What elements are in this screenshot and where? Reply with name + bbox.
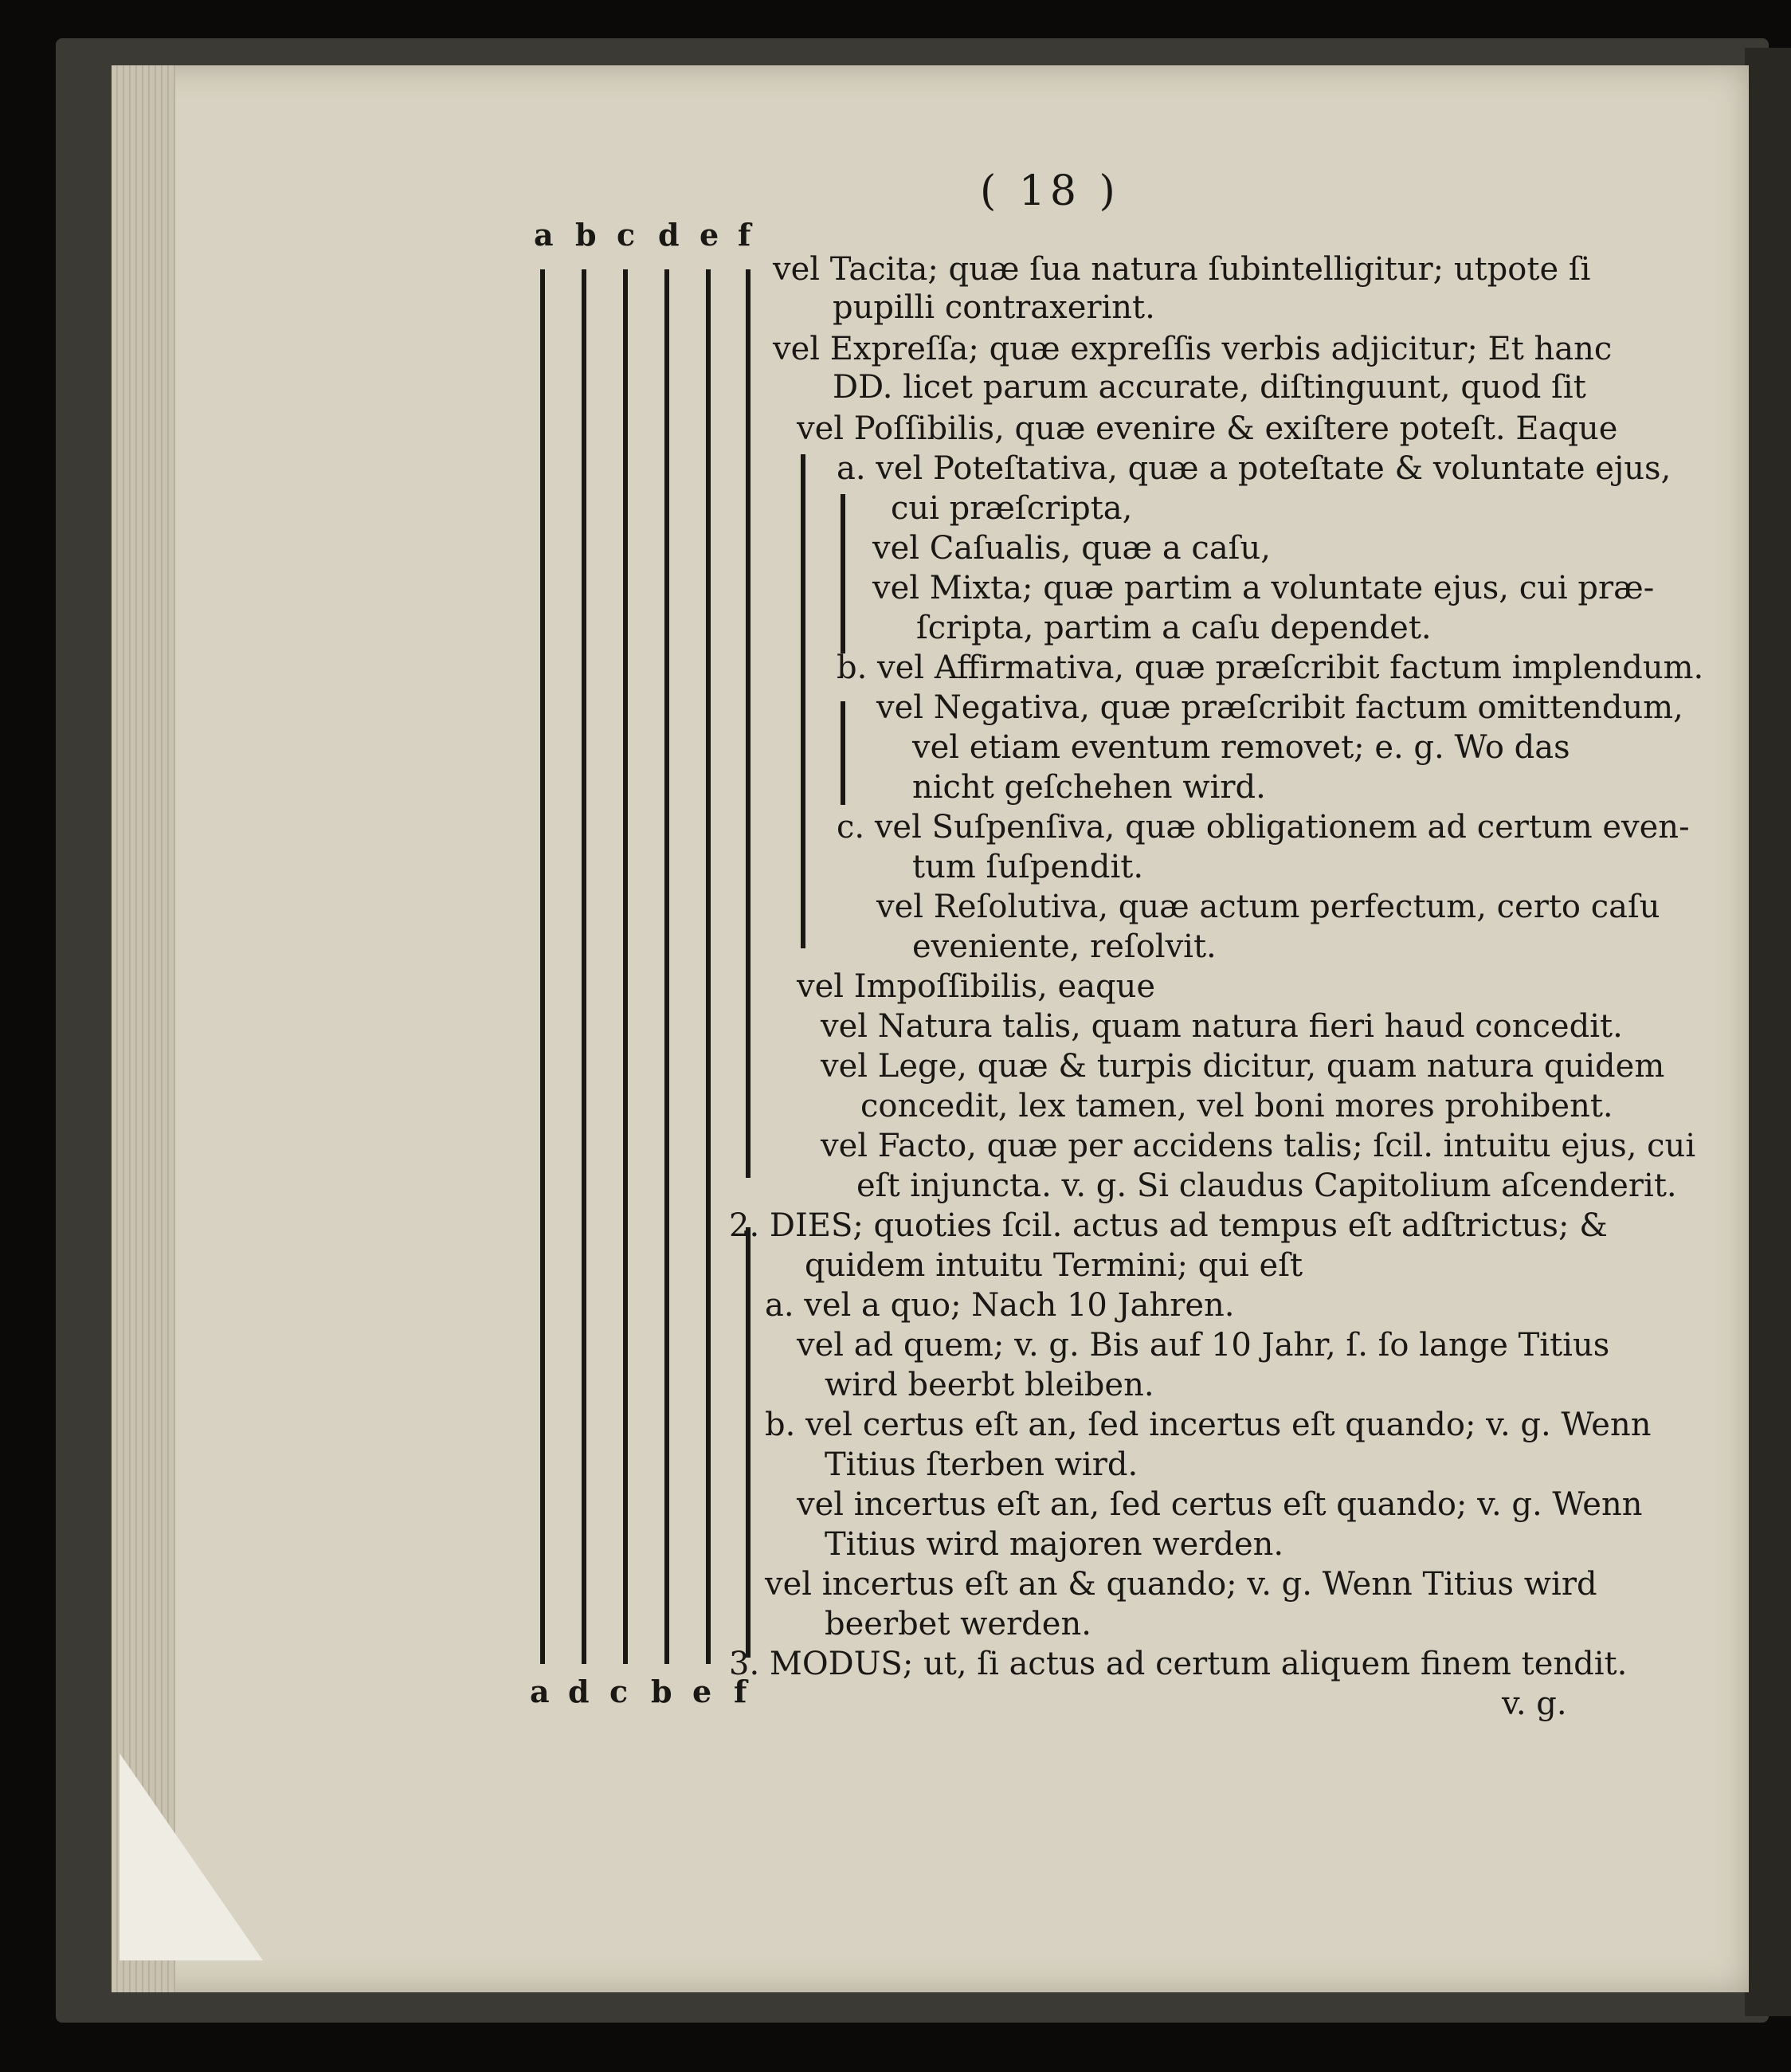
col-letter: d bbox=[658, 217, 680, 253]
text-line: Titius ſterben wird. bbox=[825, 1446, 1138, 1483]
bracket-bar-e bbox=[706, 269, 711, 1664]
text-line: beerbet werden. bbox=[825, 1606, 1091, 1642]
text-line: cui præſcripta, bbox=[891, 490, 1133, 527]
text-line: a. vel a quo; Nach 10 Jahren. bbox=[765, 1287, 1235, 1324]
page-number: ( 18 ) bbox=[980, 167, 1120, 215]
text-line: Titius wird majoren werden. bbox=[825, 1526, 1284, 1563]
text-line: b. vel Affirmativa, quæ præſcribit factum implendum. bbox=[837, 649, 1704, 686]
bracket-bar-possibilis bbox=[801, 454, 805, 948]
text-line: vel Poſſibilis, quæ evenire & exiſtere poteſt. Eaque bbox=[797, 410, 1618, 447]
text-line: vel etiam eventum removet; e. g. Wo das bbox=[912, 729, 1570, 766]
text-line: tum ſuſpendit. bbox=[912, 849, 1144, 885]
bracket-bar-a bbox=[540, 269, 545, 1664]
text-line: vel Facto, quæ per accidens talis; ſcil. intuitu ejus, cui bbox=[821, 1128, 1696, 1164]
text-line: vel Mixta; quæ partim a voluntate ejus, cui præ- bbox=[872, 570, 1655, 606]
text-line: quidem intuitu Termini; qui eſt bbox=[805, 1247, 1303, 1284]
col-letter: d bbox=[568, 1674, 590, 1709]
col-letter: c bbox=[617, 217, 636, 253]
text-line: pupilli contraxerint. bbox=[833, 289, 1155, 326]
text-line: 3. MODUS; ut, ſi actus ad certum aliquem finem tendit. bbox=[729, 1646, 1628, 1682]
catchword: v. g. bbox=[1502, 1685, 1567, 1722]
text-line: vel Expreſſa; quæ expreſſis verbis adjicitur; Et hanc bbox=[773, 331, 1613, 367]
col-letter: a bbox=[530, 1674, 550, 1709]
bracket-bar-c bbox=[623, 269, 628, 1664]
text-line: wird beerbt bleiben. bbox=[825, 1367, 1154, 1403]
text-line: eſt injuncta. v. g. Si claudus Capitolium aſcenderit. bbox=[856, 1167, 1677, 1204]
text-line: vel incertus eſt an & quando; v. g. Wenn Titius wird bbox=[765, 1566, 1597, 1603]
bracket-bar-d bbox=[664, 269, 669, 1664]
text-line: vel incertus eſt an, ſed certus eſt quando; v. g. Wenn bbox=[797, 1486, 1643, 1523]
text-line: vel ad quem; v. g. Bis auf 10 Jahr, ſ. ſo lange Titius bbox=[797, 1327, 1610, 1364]
col-letter: b bbox=[651, 1674, 672, 1709]
text-line: vel Caſualis, quæ a caſu, bbox=[872, 530, 1271, 567]
col-letter: b bbox=[575, 217, 597, 253]
col-letter: f bbox=[738, 217, 751, 253]
folded-corner bbox=[120, 1753, 263, 1960]
bracket-bar-affirmativa bbox=[841, 701, 845, 805]
col-letter: e bbox=[700, 217, 719, 253]
text-line: c. vel Suſpenſiva, quæ obligationem ad certum even- bbox=[837, 809, 1690, 846]
col-letter: e bbox=[692, 1674, 712, 1709]
bracket-bar-potestativa bbox=[841, 494, 845, 653]
text-line: concedit, lex tamen, vel boni mores prohibent. bbox=[860, 1088, 1613, 1124]
bracket-bar-b bbox=[582, 269, 586, 1664]
text-line: a. vel Poteſtativa, quæ a poteſtate & voluntate ejus, bbox=[837, 450, 1671, 487]
text-line: vel Natura talis, quam natura fieri haud concedit. bbox=[821, 1008, 1623, 1045]
col-letter: a bbox=[534, 217, 554, 253]
text-line: vel Negativa, quæ præſcribit factum omittendum, bbox=[876, 689, 1683, 726]
text-line: vel Tacita; quæ ſua natura ſubintelligitur; utpote ſi bbox=[773, 251, 1591, 288]
text-line: DD. licet parum accurate, diſtinguunt, quod ſit bbox=[833, 369, 1586, 406]
text-line: vel Lege, quæ & turpis dicitur, quam natura quidem bbox=[821, 1048, 1665, 1085]
col-letter: f bbox=[734, 1674, 747, 1709]
text-line: ſcripta, partim a caſu dependet. bbox=[916, 610, 1432, 646]
book-spine bbox=[1745, 48, 1791, 2016]
text-line: vel Reſolutiva, quæ actum perfectum, certo caſu bbox=[876, 889, 1660, 925]
col-letter: c bbox=[609, 1674, 629, 1709]
text-line: 2. DIES; quoties ſcil. actus ad tempus eſt adſtrictus; & bbox=[729, 1207, 1608, 1244]
bracket-bar-f bbox=[746, 269, 750, 1178]
text-line: eveniente, reſolvit. bbox=[912, 928, 1217, 965]
page-edges bbox=[112, 65, 175, 1992]
text-line: nicht geſchehen wird. bbox=[912, 769, 1266, 806]
bracket-bar-f-lower bbox=[746, 1227, 750, 1658]
text-line: vel Impoſſibilis, eaque bbox=[797, 968, 1156, 1005]
text-line: b. vel certus eſt an, ſed incertus eſt quando; v. g. Wenn bbox=[765, 1407, 1652, 1443]
